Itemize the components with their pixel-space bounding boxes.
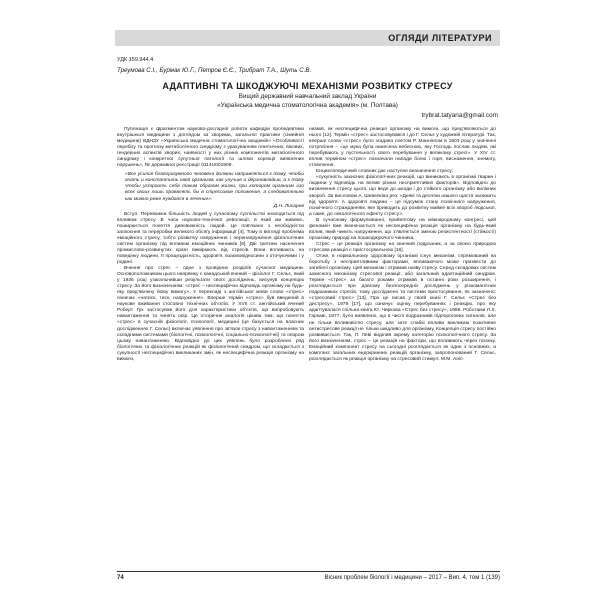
- epigraph-author: Д.Н. Лисарев: [273, 203, 304, 209]
- page-footer: [117, 571, 500, 584]
- affiliation-line-1: Вищий державний навчальний заклад України: [238, 93, 377, 100]
- body-paragraph: Вступ. Переважна більшість людей у сучасному суспільстві знаходиться під впливом стресу. В часи науково-технічної революції, в який ми живемо, поширюється поняття дивовижність людей. Це пов'язано з необхідністю засвоєння та переробки великого обсягу інформації [4]. Тому в вигляді проблема емоційного стресу, тобто розвитку напруження і перенапруження фізіологічних систем організму під впливом емоційних чинників [6]. Дві третини населення промислово-розвинутих країн вимірюють від стресів. Вони впливають на поведінку людини, її працездатність, здоров'я, взаємовідносини з оточуючими і у родині.: [117, 211, 304, 265]
- section-header: ОГЛЯДИ ЛІТЕРАТУРИ: [115, 30, 500, 46]
- page-number: 74: [117, 575, 124, 581]
- body-paragraph: «сукупність захисних фізіологічних реакцій, що виникають в організмі тварин і людини у відповідь на вплив різних несприятливих факторів». Відповідно до визначення стресу цього, що веде до шкоди і до стійкого організму або вилікних хвороб. За висловом А. Шевелкіна рез: «Деякі та десятки нашого щастя залежить від здоров'я. А здоров'я людини – це підсумок стану психічного напруження, психічного стражданням, яке приводить до розвитку майже всіх хвороб людської, а саме, до онкологічного ефекту стресу».: [309, 175, 496, 217]
- authors-line: Треумова С.І., Бурмак Ю.Г., Петров Є.Є., Трибрат Т.А., Шуть С.В.: [117, 67, 312, 74]
- body-paragraph: Вчення про стрес – одне з провідних розділів сучасної медицини. Основоположником цього напрямку є канадський вчений – фізіолог Г. Сельє, який у 1936 році узагальнивши результати своїх досліджень, висунув концепцію стресу. За його визначенням: «стрес – неспецифічна відповідь організму на будь-яку пред'явлену йому вимогу». У перекладі з англійської мови слово «стрес» означає «натиск, тиск, напруження». Вперше термін «стрес» був введений в наукове вживання стосовно технічних об'єктів. У XVII ст. англійський вчений Роберт Гук застосував його для характеристики об'єктів, що випробовують навантаження та чинять опір. Це історичне аналогія цікава тим, що поняття «стрес» в сучасній фізіології, психології, медицині (це базується на власних дослідженнях Г. Сельє) включає уявлення про зв'язок стресу з навантаженням та складними системами (біологічні, психологічні, соціально-психологічні) та опором цьому навантаженню. Відповідно до цих уявлень було розроблено ряд біологічних та фізіологічних реакцій як фізіологічний синдром, що складається з сукупності неспецифічно викликаних змін, як неспецифічна реакція організму на вимоги,: [117, 266, 304, 362]
- article-title: АДАПТИВНІ ТА ШКОДЖУЮЧІ МЕХАНІЗМИ РОЗВИТКУ СТРЕСУ: [162, 81, 453, 91]
- epigraph-quote: «Все усилия благоразумного человека должны направляться к тому, чтобы гнать и константить свой организм, как улучше и дерзновладью, а к тому чтобы устроить себя таким образом жизни, при котором организм изо всех своих лишь проявлять бы в стрессовое положение, а следовательно как можно реже нуждался в лечение».: [125, 172, 304, 202]
- body-paragraph: Отже, в нормальному здоровому організмі існує механізм, спрямований на боротьбу з несприятливими факторами, впливаючого може призвести до загибелі організму. Цей механізм і отримав назву стресу. Серед складових систем захисного механізму стресової реакції, або загальний адаптаційний синдром. Термін «стрес» за багато роками отримав в останні роки розширення, і розглядається при довгому безпосередніх досліджень у різноманітних подразниках стресів, тому досліджено та системи пристосування, як зазначено: «стресовий стрес» [13]. Про це писав у своїй книзі Г. Сельє «Стрес без дистресу», 1979 [17], що означує оцінку перебуваннях і реакцію, про яку адаптувалася спільна книга Ю. Чиркова «Стрес без стресу», 1988. Роботами Л.Х. Гаркаві, 1977, було виявлено, що в числі подразників підпорогових сигналів, але не тільки впливовістю стресу, але зате слабкі впливи викликаю позитивне антистресове реакції не тільки шкідливо для організму. Концепція стресу постійно розвивається. Так, Л. Леві виділив окрему категорію психологічного стресу. За його визначенням, стрес – це реакція на фактори, що впливають через психіку. Емоційний компонент стресу на сьогодні розглядається як один з основних, а комплекс загальних ендокринних реакцій організму, запропонований Г. Сельє, розглядається як реакція організму на стресовий стимул. М.М. Аніс-: [309, 253, 496, 362]
- funding-paragraph: Публікація є фрагментом науково-дослідної роботи кафедри пропедевтики внутрішньої медицини з доглядом за хворими, загальної практики (сімейної медицини) ВДНЗУ «Українська медична стоматологічна академія» «Особливості перебігу та прогнозу метаболічного синдрому з урахуванням генетичних, вікових, гендерних аспектів хворих, наявності у них різних компонентів метаболічного синдрому і конкретної супутньої патології та шляхи корекції виявлених порушень», № державної реєстрації 0114U001909.: [117, 127, 304, 169]
- body-paragraph: Енциклопедичний словник дає наступне визначення стресу:: [316, 169, 454, 175]
- journal-citation: Вісник проблем біології і медицини – 2017 – Вип. 4, том 1 (139): [324, 575, 500, 581]
- contact-email[interactable]: trybrat.tatyana@gmail.com: [421, 112, 498, 119]
- affiliation-line-2: «Українська медична стоматологічна академія» (м. Полтава): [217, 102, 398, 109]
- body-paragraph: Стрес – це реакція організму на значний подразник, а за своєю природою стресова реакція є пристосувальною [16].: [309, 241, 496, 253]
- body-paragraph: В сучасному формулюванні, прийнятому на міжнародному конгресі, цей феномен вже визначається як неспецифічна реакція організму на будь-який вплив, який чинить напруження, що з'являється зміною резистентності (стійкості) організму природі на пошкоджуючого чинника.: [309, 217, 496, 241]
- right-column: [309, 127, 496, 570]
- udk-code: УДК 159.944.4: [117, 57, 154, 63]
- body-paragraph: низмів, як неспецифічна реакція організму на вимоги, що пред'являються до нього [12]. Термін «стрес» застосовувався і до Г. Сельє у художній літературі. Так, вперше слово «стрес» було згадано поетом Р. Маннінгом в 1903 році у значенні потрясіння – «це мука була нанесена небесною, яку Господь послав людям, які перебувають у пустельності свого перебування у великому стресі». У XIV ст. вплив терміном «стрес» позначали напади болю і горя, виснаження, знемогу, стомлення.: [309, 127, 496, 169]
- left-column: [117, 127, 304, 570]
